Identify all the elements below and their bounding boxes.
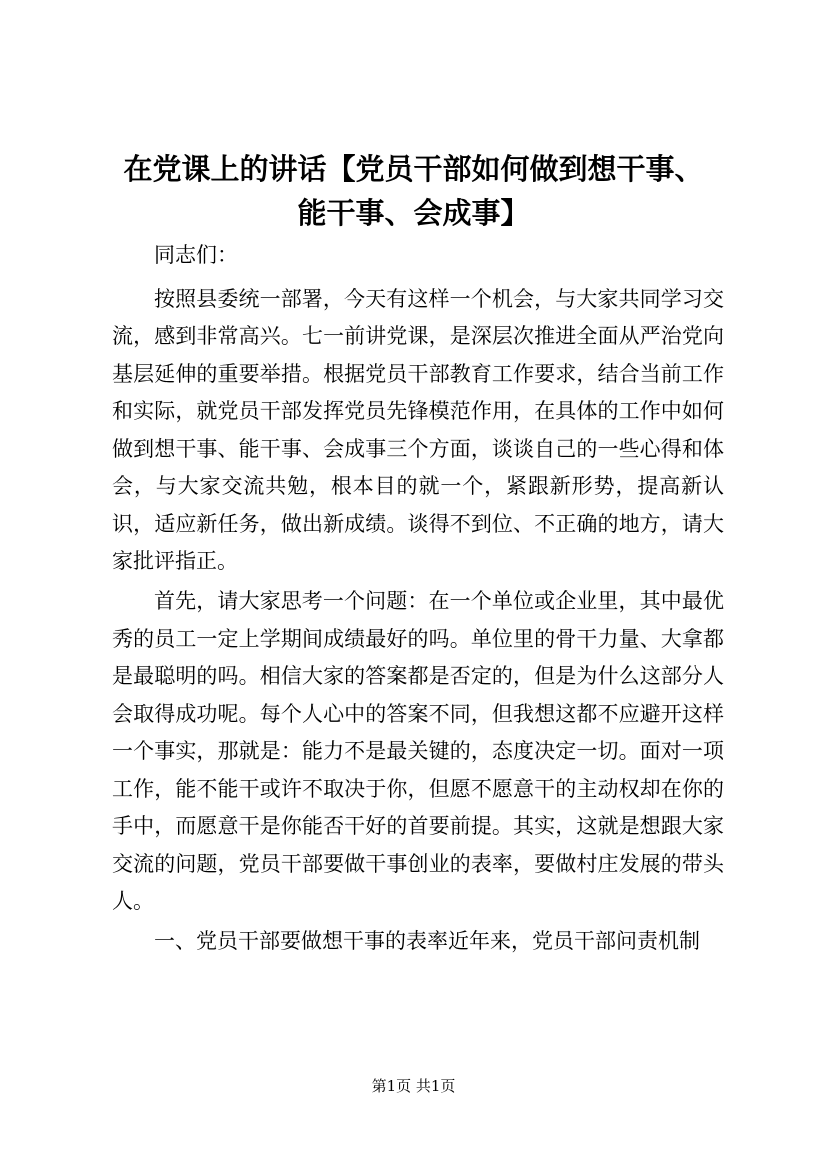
paragraph-1: 按照县委统一部署，今天有这样一个机会，与大家共同学习交流，感到非常高兴。七一前讲党课，是深层次推进全面从严治党向基层延伸的重要举措。根据党员干部教育工作要求，结合当前工作和实际，就党员干部发挥党员先锋模范作用，在具体的工作中如何做到想干事、能干事、会成事三个方面，谈谈自己的一些心得和体会，与大家交流共勉，根本目的就一个，紧跟新形势，提高新认识，适应新任务，做出新成绩。谈得不到位、不正确的地方，请大家批评指正。 (112, 286, 724, 573)
document-title (100, 147, 727, 235)
greeting: 同志们： (154, 243, 238, 267)
title-line-2: 能干事、会成事】 (297, 196, 530, 230)
document-body (112, 237, 724, 961)
paragraph-2: 首先，请大家思考一个问题：在一个单位或企业里，其中最优秀的员工一定上学期间成绩最好的吗。单位里的骨干力量、大拿都是最聪明的吗。相信大家的答案都是否定的，但是为什么这部分人会取得成功呢。每个人心中的答案不同，但我想这都不应避开这样一个事实，那就是：能力不是最关键的，态度决定一切。面对一项工作，能不能干或许不取决于你，但愿不愿意干的主动权却在你的手中，而愿意干是你能否干好的首要前提。其实，这就是想跟大家交流的问题，党员干部要做干事创业的表率，要做村庄发展的带头人。 (112, 589, 724, 913)
paragraph-3: 一、党员干部要做想干事的表率近年来，党员干部问责机制 (154, 929, 700, 953)
page-footer: 第1页 共1页 (371, 1077, 456, 1095)
title-line-1: 在党课上的讲话【党员干部如何做到想干事、 (123, 152, 704, 186)
